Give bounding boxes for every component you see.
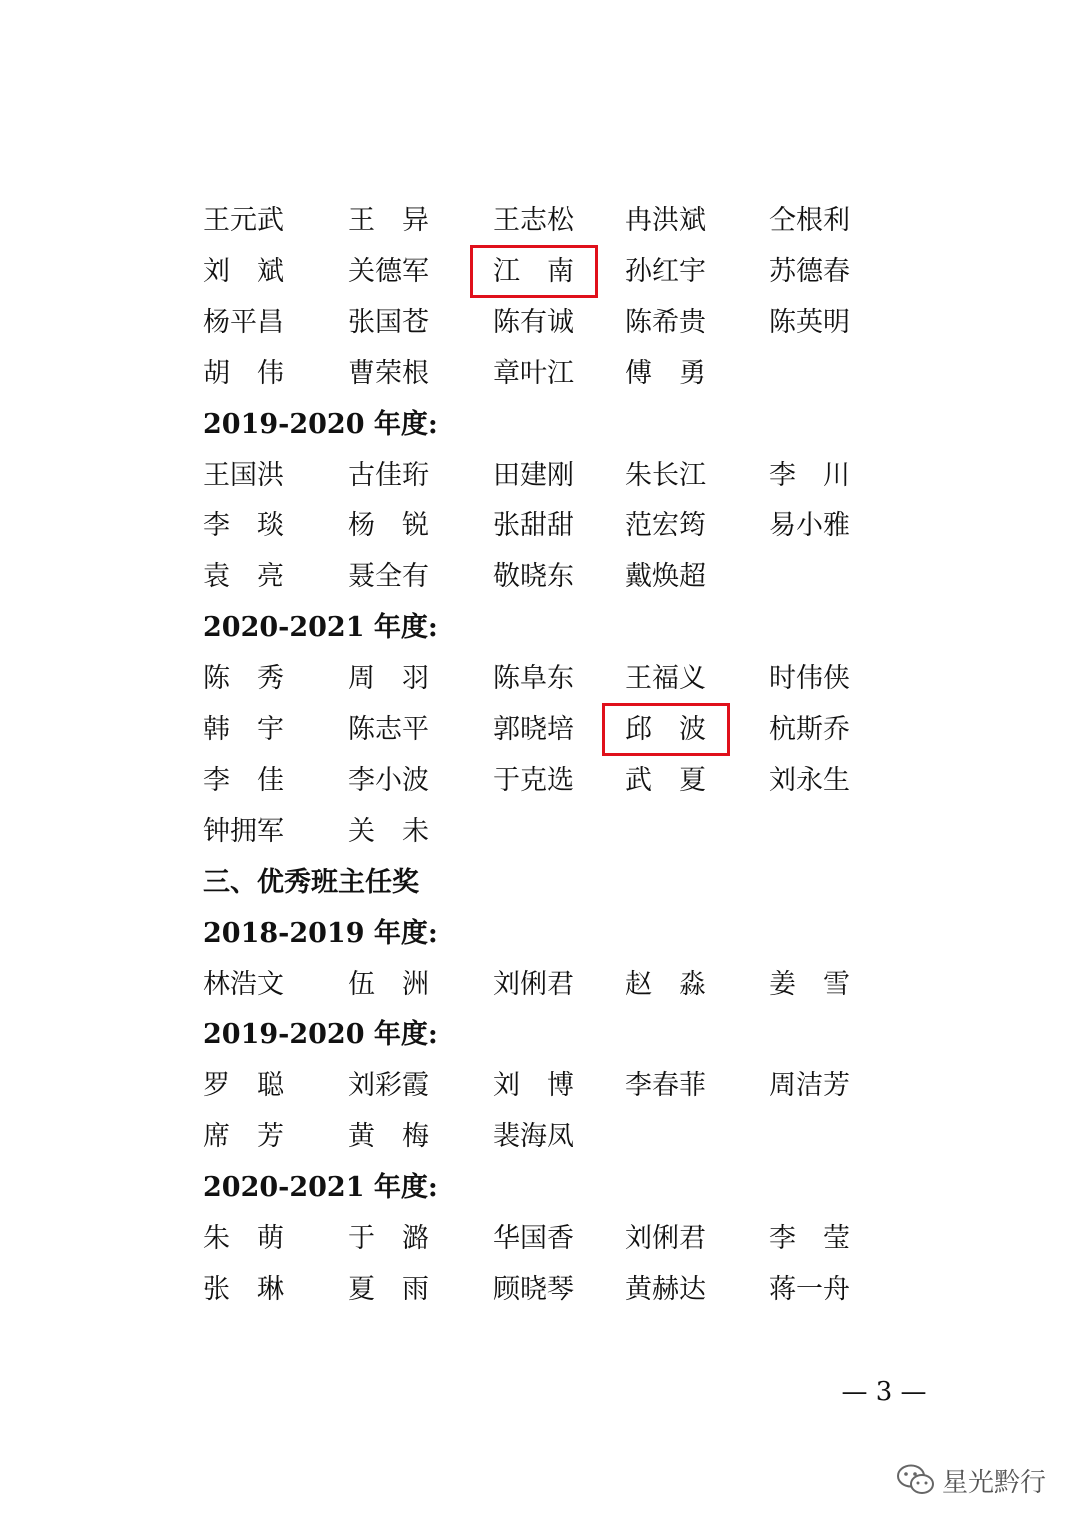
name-row	[0, 653, 1080, 704]
heading-text: 三、优秀班主任奖	[203, 866, 419, 898]
name-cell: 蒋一舟	[769, 1273, 850, 1305]
heading-text: 2018-2019 年度:	[203, 917, 438, 949]
name-row	[0, 246, 1080, 297]
name-cell: 陈志平	[348, 714, 429, 745]
section-heading	[0, 399, 1080, 450]
name-cell: 韩 宇	[203, 714, 284, 745]
name-row	[0, 806, 1080, 857]
name-cell: 黄 梅	[348, 1121, 429, 1153]
name-cell: 于 潞	[348, 1223, 429, 1254]
name-row	[0, 348, 1080, 399]
name-cell: 陈阜东	[493, 663, 574, 695]
name-row	[0, 1060, 1080, 1111]
name-cell: 王 异	[348, 205, 429, 236]
name-cell: 陈有诚	[493, 306, 574, 338]
name-cell: 裴海凤	[493, 1121, 574, 1153]
name-cell: 朱长江	[625, 459, 706, 491]
name-cell: 武 夏	[625, 764, 706, 796]
name-cell: 陈英明	[769, 306, 850, 338]
page-number: — 3 —	[841, 1377, 927, 1407]
name-cell: 敬晓东	[493, 561, 574, 593]
name-row	[0, 297, 1080, 348]
name-cell: 刘俐君	[493, 968, 574, 1000]
name-cell: 刘 博	[493, 1070, 574, 1102]
name-cell: 郭晓培	[493, 714, 574, 745]
wechat-icon	[896, 1463, 936, 1497]
name-cell: 王国洪	[203, 459, 284, 491]
name-cell: 张甜甜	[493, 510, 574, 542]
name-cell: 席 芳	[203, 1121, 284, 1153]
name-cell: 刘彩霞	[348, 1070, 429, 1102]
section-heading	[0, 1009, 1080, 1060]
section-heading	[0, 857, 1080, 908]
name-cell: 顾晓琴	[493, 1273, 574, 1305]
name-cell: 孙红宇	[625, 255, 706, 287]
watermark	[896, 1458, 1046, 1502]
name-row	[0, 1264, 1080, 1315]
name-cell: 于克选	[493, 764, 574, 796]
name-cell: 刘永生	[769, 764, 850, 796]
name-cell: 钟拥军	[203, 815, 284, 847]
name-row	[0, 551, 1080, 602]
name-cell: 赵 淼	[625, 968, 706, 1000]
name-cell: 邱 波	[625, 714, 706, 745]
name-cell: 李 琰	[203, 510, 284, 542]
name-cell: 姜 雪	[769, 968, 850, 1000]
name-row	[0, 195, 1080, 246]
name-cell: 朱 萌	[203, 1223, 284, 1254]
name-cell: 易小雅	[769, 510, 850, 542]
name-cell: 田建刚	[493, 459, 574, 491]
name-cell: 杨平昌	[203, 306, 284, 338]
section-heading	[0, 602, 1080, 653]
name-cell: 时伟侠	[769, 663, 850, 695]
name-cell: 伍 洲	[348, 968, 429, 1000]
name-cell: 林浩文	[203, 968, 284, 1000]
name-cell: 李 莹	[769, 1223, 850, 1254]
name-cell: 刘 斌	[203, 255, 284, 287]
heading-text: 2020-2021 年度:	[203, 1172, 438, 1204]
name-cell: 关 未	[348, 815, 429, 847]
name-cell: 黄赫达	[625, 1273, 706, 1305]
name-row	[0, 704, 1080, 755]
name-cell: 胡 伟	[203, 357, 284, 389]
name-cell: 冉洪斌	[625, 205, 706, 236]
name-cell: 刘俐君	[625, 1223, 706, 1254]
name-cell: 王志松	[493, 205, 574, 236]
name-cell: 苏德春	[769, 255, 850, 287]
name-cell: 张 琳	[203, 1273, 284, 1305]
section-heading	[0, 1162, 1080, 1213]
name-cell: 傅 勇	[625, 357, 706, 389]
name-cell: 杭斯乔	[769, 714, 850, 745]
name-cell: 袁 亮	[203, 561, 284, 593]
name-cell: 李 川	[769, 459, 850, 491]
name-cell: 陈 秀	[203, 663, 284, 695]
name-cell: 仝根利	[769, 205, 850, 236]
name-row	[0, 500, 1080, 551]
name-cell: 夏 雨	[348, 1273, 429, 1305]
name-cell: 周洁芳	[769, 1070, 850, 1102]
name-cell: 古佳珩	[348, 459, 429, 491]
name-cell: 李小波	[348, 764, 429, 796]
name-cell: 李 佳	[203, 764, 284, 796]
name-cell: 王福义	[625, 663, 706, 695]
name-row	[0, 450, 1080, 501]
name-cell: 聂全有	[348, 561, 429, 593]
name-cell: 戴焕超	[625, 561, 706, 593]
name-row	[0, 1213, 1080, 1264]
name-cell: 王元武	[203, 205, 284, 236]
name-row	[0, 959, 1080, 1010]
name-cell: 罗 聪	[203, 1070, 284, 1102]
name-cell: 周 羽	[348, 663, 429, 695]
heading-text: 2019-2020 年度:	[203, 1019, 438, 1051]
name-cell: 章叶江	[493, 357, 574, 389]
name-cell: 杨 锐	[348, 510, 429, 542]
heading-text: 2020-2021 年度:	[203, 612, 438, 644]
name-cell: 范宏筠	[625, 510, 706, 542]
name-cell: 张国苍	[348, 306, 429, 338]
name-cell: 华国香	[493, 1223, 574, 1254]
name-row	[0, 1111, 1080, 1162]
name-cell: 陈希贵	[625, 306, 706, 338]
section-heading	[0, 908, 1080, 959]
name-cell: 李春菲	[625, 1070, 706, 1102]
watermark-text: 星光黔行	[942, 1467, 1047, 1498]
name-cell: 关德军	[348, 255, 429, 287]
heading-text: 2019-2020 年度:	[203, 408, 438, 440]
name-cell: 曹荣根	[348, 357, 429, 389]
name-row	[0, 755, 1080, 806]
name-cell: 江 南	[493, 255, 574, 287]
